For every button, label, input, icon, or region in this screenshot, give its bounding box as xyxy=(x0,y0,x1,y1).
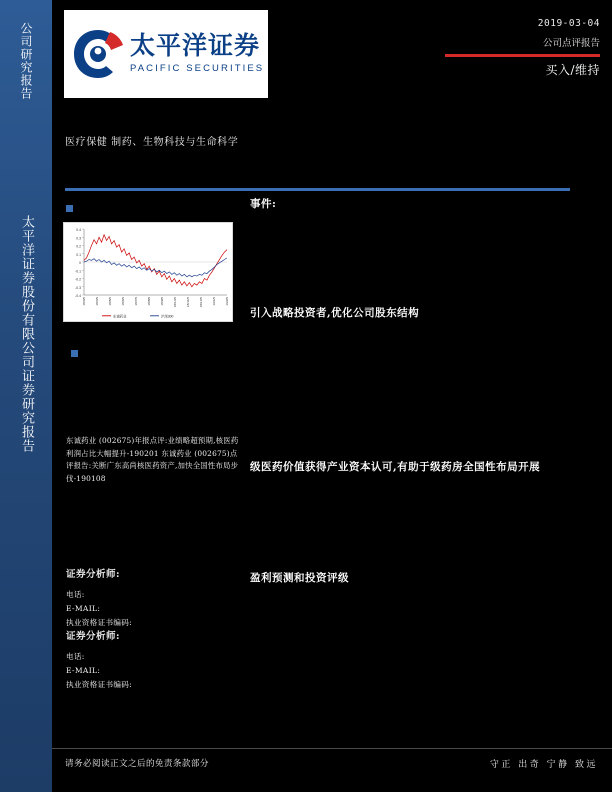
svg-text:19/1/5: 19/1/5 xyxy=(212,297,216,306)
svg-text:-0.2: -0.2 xyxy=(75,277,81,282)
relative-performance-chart xyxy=(63,222,233,322)
logo-wordmark xyxy=(130,32,264,76)
svg-text:18/10/5: 18/10/5 xyxy=(173,297,177,308)
svg-text:18/3/5: 18/3/5 xyxy=(82,297,86,306)
related-reports: 东诚药业 (002675)年报点评:业绩略超预期,核医药利润占比大幅提升-190201 东诚药业 (002675)点评报告:关断广东高尚核医药资产,加快全国性布局步伐-190108 xyxy=(66,436,239,483)
svg-text:东诚药业: 东诚药业 xyxy=(113,314,127,319)
svg-text:19/2/5: 19/2/5 xyxy=(225,297,229,306)
svg-text:18/7/5: 18/7/5 xyxy=(134,297,138,306)
svg-text:18/6/5: 18/6/5 xyxy=(121,297,125,306)
logo-english-name: PACIFIC SECURITIES xyxy=(130,63,265,74)
svg-text:18/4/5: 18/4/5 xyxy=(95,297,99,306)
svg-text:0: 0 xyxy=(79,261,81,265)
left-sidebar xyxy=(0,0,52,792)
analyst-block-1 xyxy=(66,566,246,630)
analyst-license-label: 执业资格证书编码: xyxy=(66,680,133,689)
analyst-email-label: E-MAIL: xyxy=(66,604,101,613)
section-divider xyxy=(65,188,570,191)
analyst-license-label: 执业资格证书编码: xyxy=(66,618,133,627)
sidebar-label-company: 太平洋证券股份有限公司证券研究报告 xyxy=(19,215,34,453)
report-type: 公司点评报告 xyxy=(542,38,600,49)
section-title-intro: 引入战略投资者,优化公司股东结构 xyxy=(250,307,420,319)
bullet-marker-capital xyxy=(71,350,78,357)
analyst-phone-label: 电话: xyxy=(66,652,85,661)
svg-text:18/11/5: 18/11/5 xyxy=(186,297,190,308)
analyst-email-label: E-MAIL: xyxy=(66,666,101,675)
svg-text:18/9/5: 18/9/5 xyxy=(160,297,164,306)
investment-rating-badge: 买入/维持 xyxy=(545,62,600,77)
industry-classification: 医疗保健 制药、生物科技与生命科学 xyxy=(65,137,239,148)
svg-text:0.1: 0.1 xyxy=(76,252,81,257)
sidebar-label-report-type: 公司研究报告 xyxy=(19,22,33,100)
svg-text:沪深300: 沪深300 xyxy=(161,314,174,319)
footer-divider xyxy=(52,748,612,749)
svg-text:0.3: 0.3 xyxy=(76,236,81,241)
svg-text:-0.4: -0.4 xyxy=(75,294,81,298)
svg-text:-0.1: -0.1 xyxy=(75,269,81,274)
header-meta xyxy=(360,18,600,78)
svg-text:18/8/5: 18/8/5 xyxy=(147,297,151,306)
footer-disclaimer: 请务必阅读正文之后的免责条款部分 xyxy=(65,759,209,769)
svg-text:18/5/5: 18/5/5 xyxy=(108,297,112,306)
section-title-profit: 盈利预测和投资评级 xyxy=(250,572,349,584)
analyst-block-2 xyxy=(66,628,246,692)
report-date: 2019-03-04 xyxy=(537,18,600,29)
chart-svg xyxy=(64,223,232,321)
header-red-rule xyxy=(445,54,600,57)
analyst-heading: 证券分析师: xyxy=(66,631,121,642)
section-title-event: 事件: xyxy=(250,198,277,210)
analyst-heading: 证券分析师: xyxy=(66,569,121,580)
svg-text:0.4: 0.4 xyxy=(76,228,81,232)
analyst-phone-label: 电话: xyxy=(66,590,85,599)
company-logo xyxy=(64,10,268,98)
svg-text:0.2: 0.2 xyxy=(76,244,81,249)
svg-text:18/12/5: 18/12/5 xyxy=(199,297,203,308)
footer-slogan: 守正 出奇 宁静 致远 xyxy=(489,760,598,770)
logo-chinese-name: 太平洋证券 xyxy=(130,31,261,60)
pacific-securities-logo-icon xyxy=(70,26,126,82)
bullet-marker-event xyxy=(66,205,73,212)
svg-text:-0.3: -0.3 xyxy=(75,285,81,290)
document-page xyxy=(52,0,612,792)
section-title-capital: 级医药价值获得产业资本认可,有助于级药房全国性布局开展 xyxy=(250,461,541,473)
